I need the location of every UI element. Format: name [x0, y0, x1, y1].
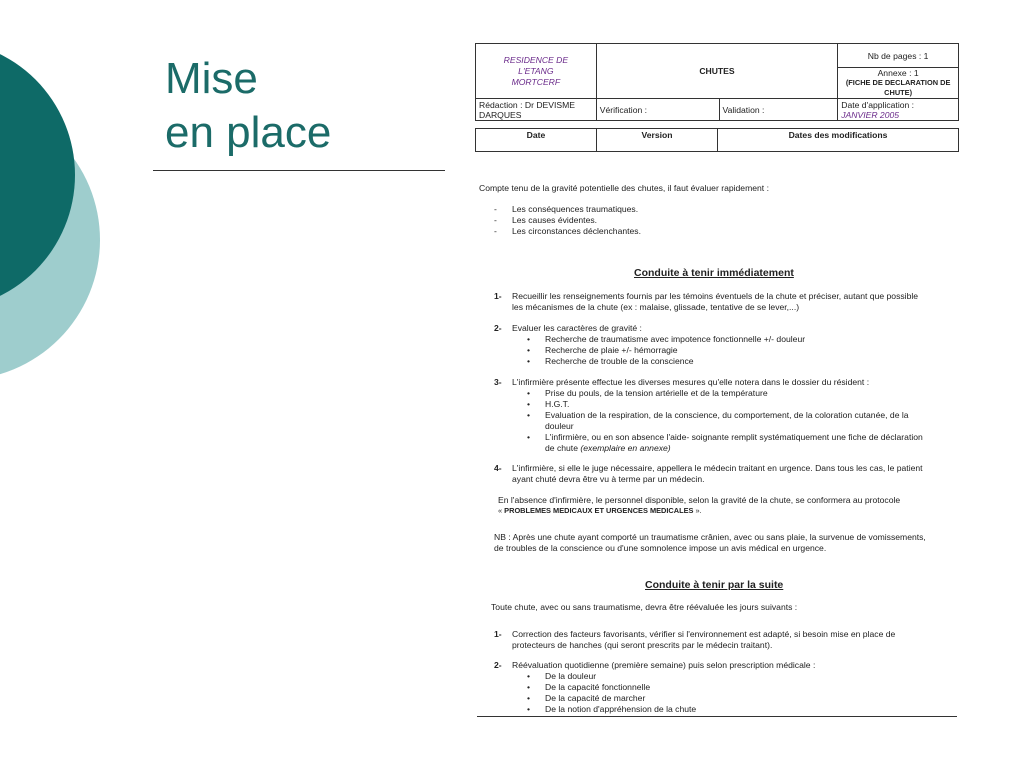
absence-text — [498, 506, 702, 517]
step-text: Evaluer les caractères de gravité : — [512, 323, 642, 333]
absence-text: En l'absence d'infirmière, le personnel disponible, selon la gravité de la chute, se conformera au protocole — [498, 495, 901, 505]
step-text: L'infirmière, si elle le juge nécessaire, appellera le médecin traitant en urgence. Dans tous les cas, le patient — [512, 463, 923, 473]
annexe-cell — [838, 68, 959, 99]
bullet-item: • L'infirmière, ou en son absence l'aide- soignante remplit systématiquement une fiche de déclaration — [545, 432, 923, 443]
title-divider — [153, 170, 445, 171]
pages-count: Nb de pages : 1 — [838, 44, 959, 68]
version-col-date: Date — [476, 129, 597, 152]
redaction-cell — [476, 99, 597, 121]
date-application-value: JANVIER 2005 — [841, 109, 900, 120]
redaction-label: DARQUES — [479, 109, 522, 120]
org-line: RESIDENCE DE — [503, 54, 569, 65]
section-title-followup: Conduite à tenir par la suite — [645, 579, 784, 591]
org-line: MORTCERF — [511, 76, 561, 87]
followup-intro: Toute chute, avec ou sans traumatisme, devra être réévaluée les jours suivants : — [491, 602, 798, 612]
bullet-item: • Prise du pouls, de la tension artérielle et de la température — [545, 388, 768, 399]
version-table — [475, 128, 959, 152]
date-application-label: Date d'application : — [841, 99, 915, 110]
document-bottom-rule — [477, 716, 957, 717]
bullet-item: • Evaluation de la respiration, de la conscience, du comportement, de la coloration cutanée, de la — [545, 410, 909, 421]
slide-title — [165, 52, 331, 160]
step-number: 1- — [494, 629, 502, 639]
slide-title-line1: Mise — [165, 54, 258, 103]
bullet-item: • De la capacité fonctionnelle — [545, 682, 650, 693]
step-number: 2- — [494, 323, 502, 333]
step-number: 3- — [494, 377, 502, 387]
protocol-name: PROBLEMES MEDICAUX ET URGENCES MEDICALES — [504, 506, 694, 515]
organization-cell — [476, 44, 597, 99]
step-text: les mécanismes de la chute (ex : malaise, glissade, tentative de se lever,...) — [512, 302, 800, 312]
intro-dash: - — [494, 215, 497, 225]
bullet-item: • De la capacité de marcher — [545, 693, 645, 704]
annex-reference: (exemplaire en annexe) — [580, 443, 671, 453]
validation-cell: Validation : — [719, 99, 838, 121]
annexe-label: (FICHE DE DECLARATION DE — [845, 78, 951, 87]
bullet-item-text: de chute — [545, 443, 578, 453]
step-number: 2- — [494, 660, 502, 670]
step-text: protecteurs de hanches (qui seront prescrits par le médecin traitant). — [512, 640, 773, 650]
bullet-item-cont — [545, 443, 671, 454]
org-line: L'ETANG — [518, 65, 554, 76]
intro-item: Les causes évidentes. — [512, 215, 598, 225]
intro-dash: - — [494, 226, 497, 236]
verification-cell: Vérification : — [596, 99, 719, 121]
nb-text: NB : Après une chute ayant comporté un traumatisme crânien, avec ou sans plaie, la survenue de vomissements, — [494, 532, 926, 542]
bullet-item: • Recherche de plaie +/- hémorragie — [545, 345, 678, 356]
step-text: Recueillir les renseignements fournis par les témoins éventuels de la chute et préciser, autant que possible — [512, 291, 919, 301]
bullet-item: • Recherche de traumatisme avec impotence fonctionnelle +/- douleur — [545, 334, 805, 345]
date-application-cell — [838, 99, 959, 121]
quote-open: « — [498, 506, 505, 515]
document-image — [472, 40, 962, 720]
section-title-immediate: Conduite à tenir immédiatement — [634, 267, 794, 279]
intro-item: Les conséquences traumatiques. — [512, 204, 639, 214]
document-title: CHUTES — [596, 44, 837, 99]
version-col-version: Version — [597, 129, 718, 152]
bullet-item: • De la douleur — [545, 671, 596, 682]
decorative-circles — [0, 0, 120, 420]
step-number: 1- — [494, 291, 502, 301]
annexe-label: CHUTE) — [884, 88, 913, 97]
step-text: L'infirmière présente effectue les diverses mesures qu'elle notera dans le dossier du résident : — [512, 377, 870, 387]
intro-item: Les circonstances déclenchantes. — [512, 226, 641, 236]
quote-close: ». — [693, 506, 702, 515]
bullet-item-cont: douleur — [545, 421, 574, 431]
bullet-item: • De la notion d'appréhension de la chute — [545, 704, 696, 715]
bullet-item: • Recherche de trouble de la conscience — [545, 356, 694, 367]
intro-text: Compte tenu de la gravité potentielle des chutes, il faut évaluer rapidement : — [479, 183, 769, 193]
step-text: ayant chuté devra être vu à terme par un médecin. — [512, 474, 705, 484]
step-text: Réévaluation quotidienne (première semaine) puis selon prescription médicale : — [512, 660, 816, 670]
document-header-table — [475, 43, 959, 121]
version-col-modifications: Dates des modifications — [718, 129, 959, 152]
bullet-item: • H.G.T. — [545, 399, 569, 410]
annexe-label: Annexe : 1 — [877, 68, 919, 78]
intro-dash: - — [494, 204, 497, 214]
redaction-label: Rédaction : Dr DEVISME — [479, 99, 575, 110]
nb-text: de troubles de la conscience ou d'une somnolence impose un avis médical en urgence. — [494, 543, 827, 553]
step-text: Correction des facteurs favorisants, vérifier si l'environnement est adapté, si besoin mise en place de — [512, 629, 896, 639]
step-number: 4- — [494, 463, 502, 473]
slide-title-line2: en place — [165, 108, 332, 157]
